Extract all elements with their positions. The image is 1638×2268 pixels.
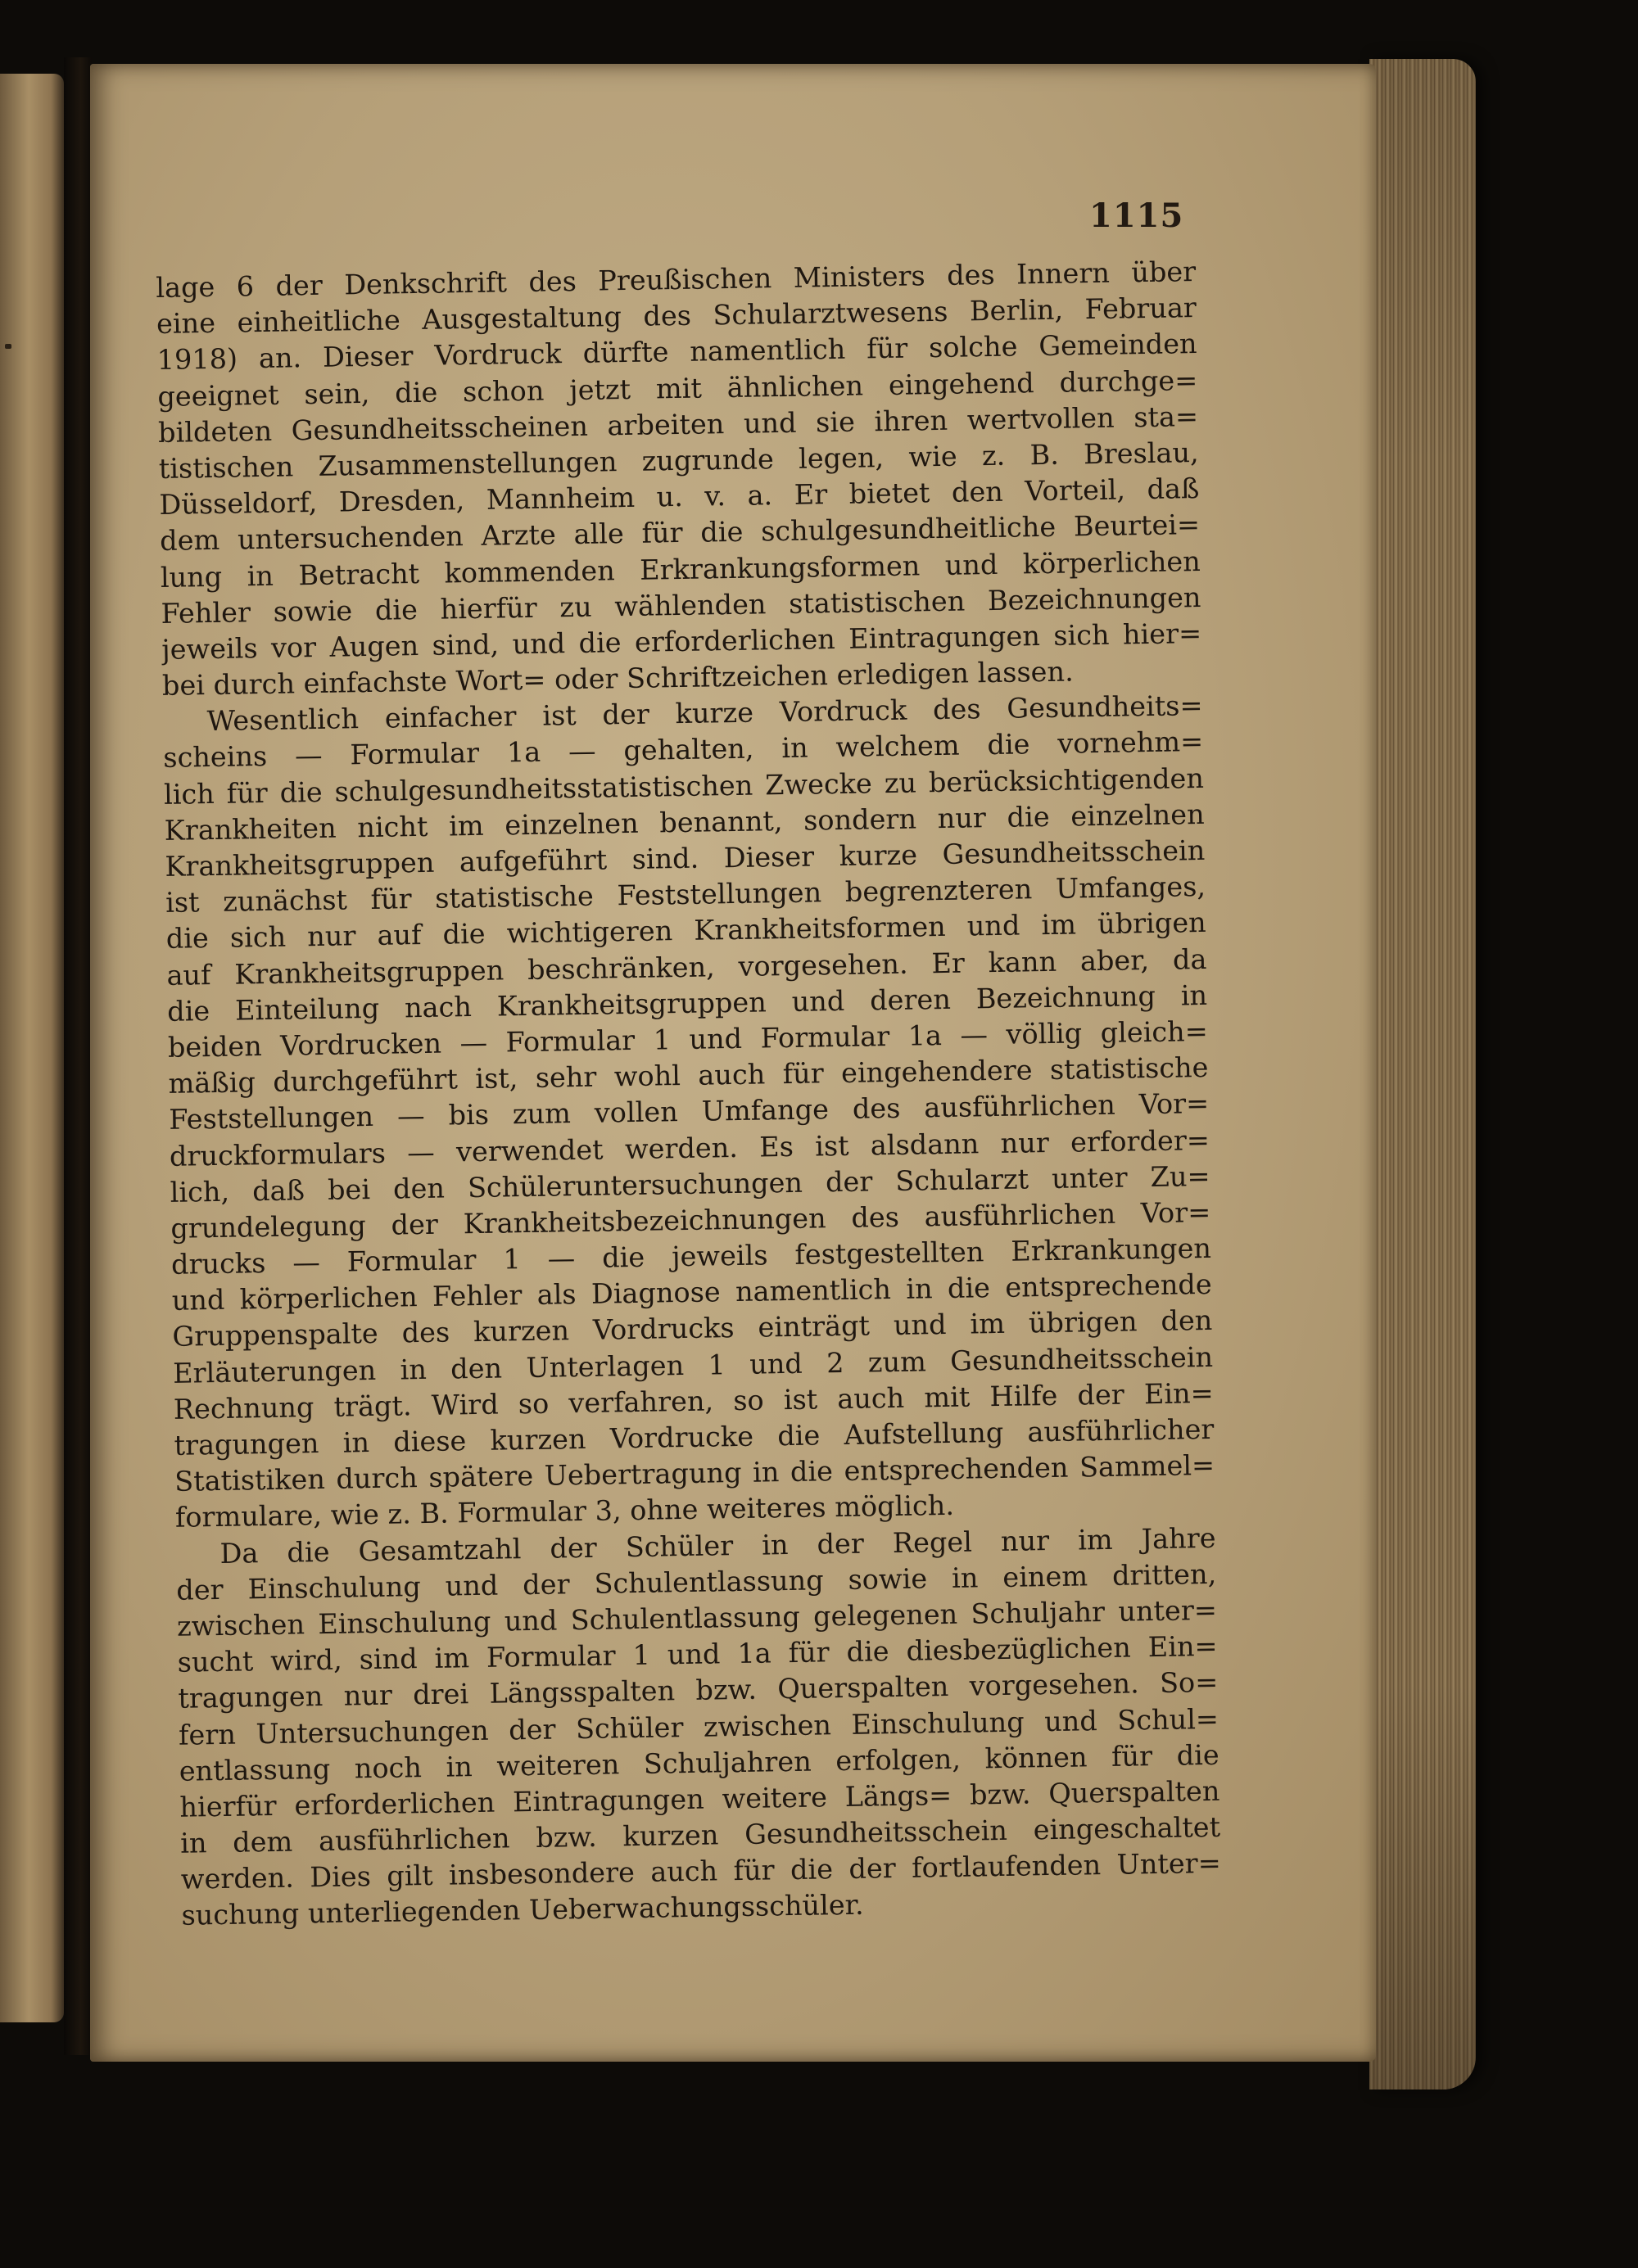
- paragraph-2: [162, 688, 1215, 1536]
- text-line: mäßig durchgeführt ist, sehr wohl auch für eingehendere statistische: [168, 1051, 1209, 1100]
- text-line: Gruppenspalte des kurzen Vordrucks einträgt und im übrigen den: [172, 1304, 1213, 1353]
- text-line: Krankheitsgruppen aufgeführt sind. Dieser kurze Gesundheitsschein: [165, 834, 1206, 883]
- stacked-page-edges: [1369, 59, 1476, 2090]
- text-line: drucks — Formular 1 — die jeweils festgestellten Erkrankungen: [170, 1231, 1212, 1281]
- page-mark: [5, 344, 11, 349]
- text-line: eine einheitliche Ausgestaltung des Schularztwesens Berlin, Februar: [156, 291, 1197, 341]
- book-gutter: [64, 57, 92, 2055]
- text-line: bei durch einfachste Wort= oder Schriftzeichen erledigen lassen.: [161, 655, 1074, 702]
- text-line: grundelegung der Krankheitsbezeichnungen des ausführlichen Vor=: [170, 1195, 1211, 1245]
- text-line: auf Krankheitsgruppen beschränken, vorgesehen. Er kann aber, da: [166, 942, 1207, 992]
- text-line: scheins — Formular 1a — gehalten, in welchem die vornehm=: [163, 725, 1204, 775]
- text-line: der Einschulung und der Schulentlassung sowie in einem dritten,: [176, 1557, 1217, 1606]
- text-line: Rechnung trägt. Wird so verfahren, so ist auch mit Hilfe der Ein=: [173, 1376, 1215, 1425]
- text-line: Düsseldorf, Dresden, Mannheim u. v. a. Er bietet den Vorteil, daß: [159, 472, 1200, 522]
- text-line: tragungen nur drei Längsspalten bzw. Querspalten vorgesehen. So=: [178, 1666, 1219, 1715]
- text-line: formulare, wie z. B. Formular 3, ohne weiteres möglich.: [174, 1489, 955, 1534]
- text-line: Fehler sowie die hierfür zu wählenden statistischen Bezeichnungen: [161, 581, 1201, 630]
- text-line: zwischen Einschulung und Schulentlassung gelegenen Schuljahr unter=: [176, 1593, 1218, 1642]
- text-line: jeweils vor Augen sind, und die erforderlichen Eintragungen sich hier=: [161, 617, 1202, 666]
- text-line: Wesentlich einfacher ist der kurze Vordruck des Gesundheits=: [206, 689, 1203, 738]
- text-line: tragungen in diese kurzen Vordrucke die Aufstellung ausführlicher: [174, 1412, 1215, 1462]
- text-line: in dem ausführlichen bzw. kurzen Gesundheitsschein eingeschaltet: [179, 1810, 1221, 1859]
- text-line: tistischen Zusammenstellungen zugrunde legen, wie z. B. Breslau,: [158, 436, 1199, 485]
- text-line: lage 6 der Denkschrift des Preußischen Ministers des Innern über: [156, 255, 1197, 304]
- text-line: Da die Gesamtzahl der Schüler in der Regel nur im Jahre: [219, 1521, 1216, 1570]
- text-line: suchung unterliegenden Ueberwachungsschüler.: [181, 1889, 864, 1932]
- text-line: geeignet sein, die schon jetzt mit ähnlichen eingehend durchge=: [157, 364, 1198, 413]
- paragraph-1: [156, 254, 1202, 704]
- text-line: fern Untersuchungen der Schüler zwischen Einschulung und Schul=: [178, 1702, 1219, 1751]
- text-line: sucht wird, sind im Formular 1 und 1a für die diesbezüglichen Ein=: [177, 1629, 1218, 1678]
- text-line: Erläuterungen in den Unterlagen 1 und 2 zum Gesundheitsschein: [172, 1340, 1214, 1389]
- body-text: [156, 254, 1222, 1934]
- text-line: beiden Vordrucken — Formular 1 und Formular 1a — völlig gleich=: [167, 1014, 1209, 1064]
- left-page-edge: [0, 74, 64, 2022]
- text-line: 1918) an. Dieser Vordruck dürfte namentlich für solche Gemeinden: [156, 328, 1197, 377]
- text-line: entlassung noch in weiteren Schuljahren erfolgen, können für die: [179, 1738, 1219, 1787]
- text-line: lung in Betracht kommenden Erkrankungsformen und körperlichen: [160, 544, 1201, 594]
- text-line: dem untersuchenden Arzte alle für die schulgesundheitliche Beurtei=: [159, 508, 1201, 558]
- text-line: Feststellungen — bis zum vollen Umfange des ausführlichen Vor=: [168, 1087, 1210, 1136]
- text-line: Krankheiten nicht im einzelnen benannt, sondern nur die einzelnen: [164, 797, 1205, 847]
- text-line: hierfür erforderlichen Eintragungen weitere Längs= bzw. Querspalten: [179, 1774, 1220, 1823]
- page-number: 1115: [1089, 197, 1184, 235]
- text-line: lich, daß bei den Schüleruntersuchungen der Schularzt unter Zu=: [170, 1159, 1210, 1209]
- text-line: lich für die schulgesundheitsstatistischen Zwecke zu berücksichtigenden: [163, 761, 1205, 811]
- text-line: Statistiken durch spätere Uebertragung in die entsprechenden Sammel=: [174, 1449, 1215, 1498]
- text-line: druckformulars — verwendet werden. Es ist alsdann nur erforder=: [169, 1123, 1210, 1172]
- text-line: die sich nur auf die wichtigeren Krankheitsformen und im übrigen: [165, 906, 1206, 956]
- text-line: und körperlichen Fehler als Diagnose namentlich in die entsprechende: [171, 1268, 1212, 1317]
- text-line: ist zunächst für statistische Feststellungen begrenzteren Umfanges,: [165, 870, 1206, 919]
- paragraph-3: [175, 1520, 1221, 1934]
- text-line: werden. Dies gilt insbesondere auch für die der fortlaufenden Unter=: [180, 1847, 1222, 1896]
- text-line: die Einteilung nach Krankheitsgruppen und deren Bezeichnung in: [166, 978, 1208, 1028]
- text-line: bildeten Gesundheitsscheinen arbeiten und sie ihren wertvollen sta=: [157, 400, 1199, 449]
